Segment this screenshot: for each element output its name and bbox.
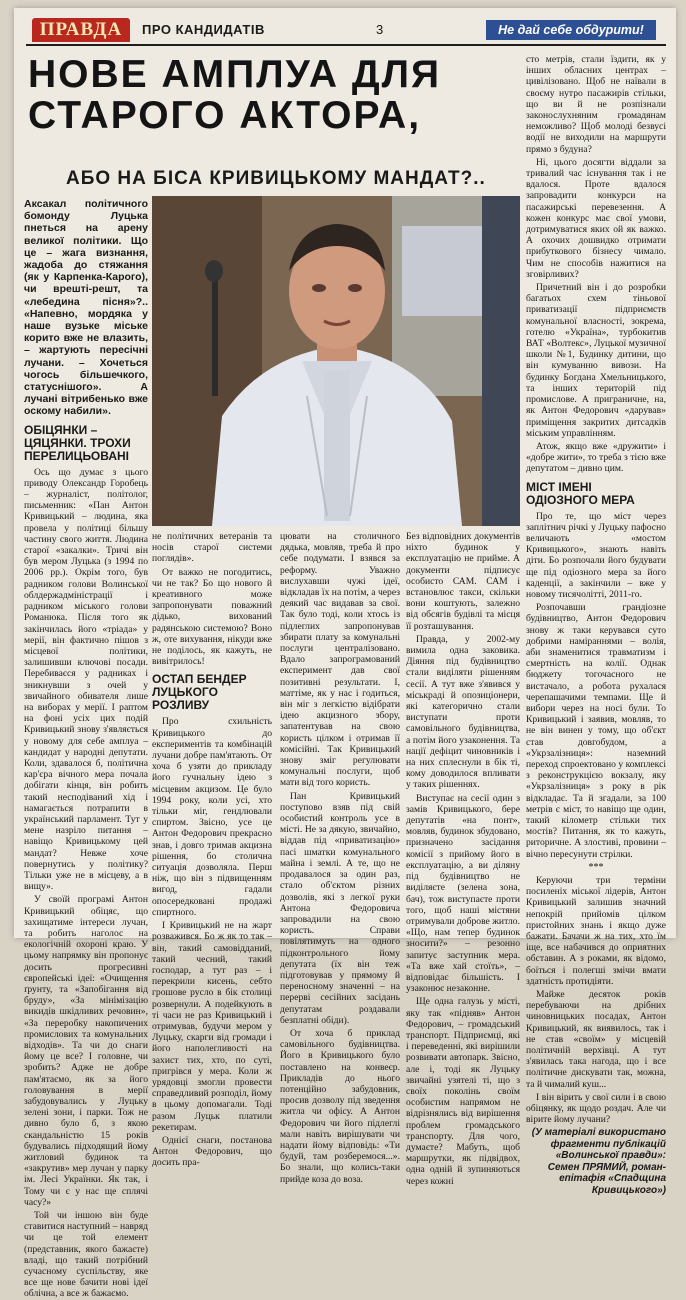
- header-rule: [26, 44, 666, 46]
- paragraph: Без відповідних документів ніхто будинок у експлуатацію не прийме. А документи підписує особисто САМ. САМ і встановлює такси, скільки вони коштують, залежно від обсягів будівлі та місця її розташування.: [406, 531, 520, 632]
- column-4: [406, 531, 520, 1187]
- column-3: [280, 531, 400, 1185]
- paragraph: Ні, цього досягти віддали за тривалий час існування так і не вдалося. Проте вдалося запровадити конкурси на пасажирські перевезення. А кожен конкурс має свої умови, дотримуватися яких ой як важко. А охочих дошвидко отримати прибуткового бізнесу чимало. Чим не способів нажитися на зговірливих?: [526, 156, 666, 280]
- candidate-photo: [152, 196, 520, 526]
- paragraph: От хоча б приклад самовільного будівництва. Його в Кривицького було поставлено на конвеєр. Прикладів до нього потенційно забудовник, просив дозволу під зведення житла чи офісу. А Антон Федорович чи його підлеглі мали навіть вирішувати чи надати йому відповідь: «Ти будуй, там розберемося...». Бо знали, що колись-таки прийде коза до воза.: [280, 1027, 400, 1185]
- paragraph: У своїй програмі Антон Кривицький обіцяє, що захищатиме інтереси лучан, та робить наголос на екологічній охороні краю. У цьому напрямку він пропонує досить прогресивні європейські ідеї: «Очищення ґрунту, та «Запобігання від бруду», «За мінімізацію викидів шкідливих речовин», «За переробку накопичених промислових та комунальних відходів». Та чи до снаги йому це все? І головне, чи зробить? Адже не добре пам'ятаємо, як за його головування в мерії забудовувались у Луцьку зелені зони, і парки. Тож не дивно було б, з якою скандальністю 15 років будувались підходящий йому житловий будинок та «закрутив» мер лучан у парку ім. Лесі Українки. Як так, і Тому чи є у нас ще сплячі часу?»: [24, 894, 148, 1208]
- paragraph: І Кривицький не на жарт розважився. Бо ж як то так – він, такий самовідданий, такий чесний, такий господар, а тут раз – і перекрили кисень, себто грошове русло в бік столиці розвернули. А подейкують в ті часи не раз Кривицький і отримував, будучи мером у Луцьку, скарги від громади і його наполегливості на захист тих, хто, по суті, пригрівся у мера. Коли ж урядовці змогли провести справедливий розподіл, йому в цьому допомагали. Тоді разом Луцьк платили рекетирам.: [152, 920, 272, 1133]
- paragraph: Розпочавши грандіозне будівництво, Антон Федорович знову ж таки керувався суто добрими наміраннями – волія, аби знаменитися травматизм і смертність на колії. Однак бюджету тогочасного не вистачало, а робота рухалася черепашачими темпами. Ще й вибори через на носі були. То Кривицький і заявив, мовляв, то не він винен у тому, що об'єкт став довгобудом, а «Укрзалізниця»: наземний переход спроектовано у комплексі з реконструкцією вокзалу, яку «Укрзалізниця» з року в рік відкладає. Та й згадали, за 100 метрів є міст, то навіщо ще один, такий кілометр стільки тих мостів? Питання, як то кажуть, риторичне. А злостиві, провини – вічно пересунути стрілки.: [526, 602, 666, 860]
- slogan-banner: Не дай себе обдурити!: [486, 20, 656, 40]
- paragraph: І він вірить у свої сили і в свою обіцянку, як щодо роздач. Але чи вірите йому лучани?: [526, 1091, 666, 1126]
- paragraph: Правда, у 2002-му вимила одна заковика. Діяння під будівництво стали виділяти рішенням сесії. А тут вже з'явився у міськраді й опозиціонери, які категорично стали виступати проти самовільного будівництва, а потім його узаконення. Та нації дефіцит чиновників і на них сплеснули в бік ті, кому доводилося впливати у таких рішеннях.: [406, 633, 520, 791]
- paragraph: Про те, що міст через заплітнич річкі у Луцьку пафосно величають «мостом Кривицького», знають навіть діти. Бо розпочали його будувати ще під одіозного мера за його каденції, а закінчили – вже у новому тисячолітті, 2011-го.: [526, 510, 666, 600]
- subheading-bridge: МІСТ ІМЕНІ ОДIОЗНОГО МЕРА: [526, 479, 635, 507]
- newspaper-page: [14, 8, 676, 1300]
- column-2: [152, 531, 272, 1169]
- article-subheadline: АБО НА БІСА КРИВИЦЬКОМУ МАНДАТ?..: [66, 168, 486, 189]
- page-header: [24, 16, 674, 46]
- paragraph: От важко не погодитись, чи не так? Бо що нового й креативного може запропонувати поважний дідько, вихований радянською системою? Воно ж, оте вихування, нікуди вже не поділось, як кажуть, не вивітрилось!: [152, 566, 272, 668]
- paragraph: Атож, якщо вже «дружити» і «добре жити», то треба з тією вже депутатом – дивно цим.: [526, 440, 666, 475]
- section-separator: ***: [588, 861, 604, 873]
- column-1: [24, 198, 148, 1300]
- column-5: [526, 54, 666, 1196]
- portrait-illustration: [152, 196, 520, 526]
- paragraph: сто метрів, стали їздити, як у інших обласних центрах – цивілізовано. Щоб не наївали в своєму нутро пасажирів стільки, що ви й не розпізнали законослухняним громадянам неможливо? Щоб молоді безвусі водії не виходили на маршрути прямо з будуна?: [526, 54, 666, 155]
- paragraph: Майже десяток років перебуваючи на дрібних чиновницьких посадах, Антон Кривицький, як виявилось, так і не став «своїм» у місцевій політичній верхівці. А тут з'явилась така нагода, що і все політичне дискувати так, можна, та й чималий куш...: [526, 989, 666, 1090]
- subheading-promises: ОБІЦЯНКИ – ЦЯЦЯНКИ. ТРОХИ ПЕРЕЛИЦЬОВАНІ: [24, 422, 131, 463]
- paragraph: Ще одна галузь у місті, яку так «підняв» Антон Федорович, – громадський транспорт. Підприємці, які і переведенні, які вирішили розвивати автопарк. Звісно, але і, тоді як Луцьку звичайні узятелі ті, що з своїх поколінь своїм особистим напрямом не відрізнялись від вирішення проблем громадського транспорту. Для чого, думаєте? Мабуть, щоб маршрутки, як підвідвох, одна одній й зупиняються через кожні: [406, 996, 520, 1187]
- paragraph: не політичних ветеранів та носів старої системи поглядів».: [152, 531, 272, 565]
- newspaper-logo: ПРАВДА: [32, 18, 130, 42]
- section-title: ПРО КАНДИДАТІВ: [142, 22, 265, 37]
- paragraph: Однієї снаги, постанова Антон Федорович, що досить пра-: [152, 1134, 272, 1169]
- lead-text: Аксакал політичного бомонду Луцька пнеться на арену великої політики. Що це – жага визнання, жадоба до стяжання (як у Карпенка-Карого), чи врешті-решт, та «лебедина пісня»?.. «Напевно, мордяка у наше вузьке міське корито вже не влазить, – жартують пересічні лучани. – Хочеться чогось більшечкого, статуснішого». А лучані вітрибенько вже оскому набили».: [24, 198, 148, 418]
- paragraph: Причетний він і до розробки багатьох схем тіньової приватизації підприємств комунальної власності, зокрема, готелю «Україна», турбокитив ВАТ «Волтекс», Луцької музичної школи №1, Будинку дитини, що він кумуванню вивози. На будинку Богдана Хмельницького, та інших територій під промислове. А приграничне, на, як Антон Федорович «дарував» приміщення закритих дитсадків міським управлінням.: [526, 282, 666, 439]
- paragraph: Пан Кривицький поступово взяв під свій особистий контроль усе в місті. Не за дякую, звичайно, віддав під «приватизацію» пасі шматки комунального майна і землі. А те, що не продавалося за один раз, стало об'єктом різних дозволів, які з легкої руки Антона Федоровича запровадили на свою користь. Справи повілятимуть на одного підконтрольного йому депутата (їх він теж підготовував у прямому й переносному значенні – на перерві сесійних засідань депутатам роздавали безплатні обіди).: [280, 790, 400, 1026]
- subheading-ostap-bender: ОСТАП БЕНДЕР ЛУЦЬКОГО РОЗЛИВУ: [152, 672, 247, 713]
- article-credit: (У матеріалі використано фрагменти публікацій «Волинської правди»: Семен ПРЯМИЙ, роман-епітафія «Спадщина Кривицького»): [531, 1127, 666, 1196]
- paragraph: Виступає на сесії один з замів Кривицького, бере депутатів «на понт», мовляв, будинок збудовано, призначено засідання комісії з прийому його в експлуатацію, а ви діляну під будівництво не виділяєте (зелена зона, бач), тож виступаєте проти того, щоб наші містяни отримували доброве житло. «Що, нам тепер будинок зносити?» – резонно запитує заступник мера. «Та вже хай стоїть», – відповідає більшість. І узаконює незаконне.: [406, 792, 520, 995]
- article-lead: [24, 198, 148, 418]
- paragraph: цювати на столичного дядька, мовляв, треба й про себе подумати. І взявся за реформу. Уважно вислухавши чужі ідеї, відкладав їх на потім, а через деякий час видавав за свої. Так було тоді, коли хтось із підлеглих запропонував збирати плату за комунальні послуги централізовано. Вдало запрограмований експеримент дав свої позитивні результати. І, маттіме, як у нас і годиться, він міг з легкістю відібрати ідею акцизного збору, запатентував на свою користь цілком і отримав її комісійні. Так Кривицький знову зміг регулювати комунальні послуги, щоб мати від того користь.: [280, 531, 400, 789]
- paragraph: Той чи іншою він буде ставитися наступний – навряд чи це той елемент (представник, якого бажаєте) владі, що такий потрібний сучасному суспільству, яке все ще нове бачити нові ідеї облічна, а все ж бажаємо.: [24, 1210, 148, 1300]
- page-number: 3: [376, 22, 384, 37]
- paragraph: Ось що думає з цього приводу Олександр Горобець – журналіст, політолог, письменник: «Пан Антон Кривицький – людина, яка провела у політиці більшу частину свого життя. Людина старої «закалки». Тричі він був мером Луцька (з 1994 по 2006 рр.). Окрім того, був радником голови Волинської облдержадміністрації і радником міського голови Романюка. Після того як закінчилась його «тріада» у мерії, він фактично пішов з місцевої політики, залишивши ключові посади. Перебиваєся у радниках і зникнувши з очей у звичайного обивателя лише на виборах у мерії. І раптом на фоні усіх цих подій Кривицький знову з'являється у новому для себе амплуа – кандидат у народні депутати. Коли, здавалося б, політична кар'єра вічного мера почала добігати кінця, він робить такий несподіваний хід і намагається потрапити в український парламент. Тут у мене назріло питання – навіщо Кривицькому цей мандат? Невже хоче повернутись у політику? Тільки уже не в місцеву, а в вищу».: [24, 466, 148, 893]
- article-headline: НОВЕ АМПЛУА ДЛЯ СТАРОГО АКТОРА,: [28, 53, 442, 137]
- paragraph: Про схильність Кривицького до експериментів та комбінацій лучани добре пам'ятають. От хоча б узяти до прикладу його гучнальну ідею з місцевим акцизом. Це було 1994 року, коли усі, хто тільки міг, гендлювали спиртом. Звісно, усе це Антон Федорович прекрасно знав, і довго тримав акцизна рішення, бо столична ситуація дозволяла. Перш ніж, що він з підвищенням вигод, гадали опосередковані продажі спиртного.: [152, 716, 272, 918]
- paragraph: Керуючи три терміни посиленіх міської лідерів, Антон Кривицький залишив значний непокрій прийомів цілком пристойних знань і якщо дуже бажати. Бачачи ж на тих, хто їм іще, все набачився до оприятних обставин. А з роками, як відомо, боїться і полегші змічи вмати здатність протидіяти.: [526, 875, 666, 987]
